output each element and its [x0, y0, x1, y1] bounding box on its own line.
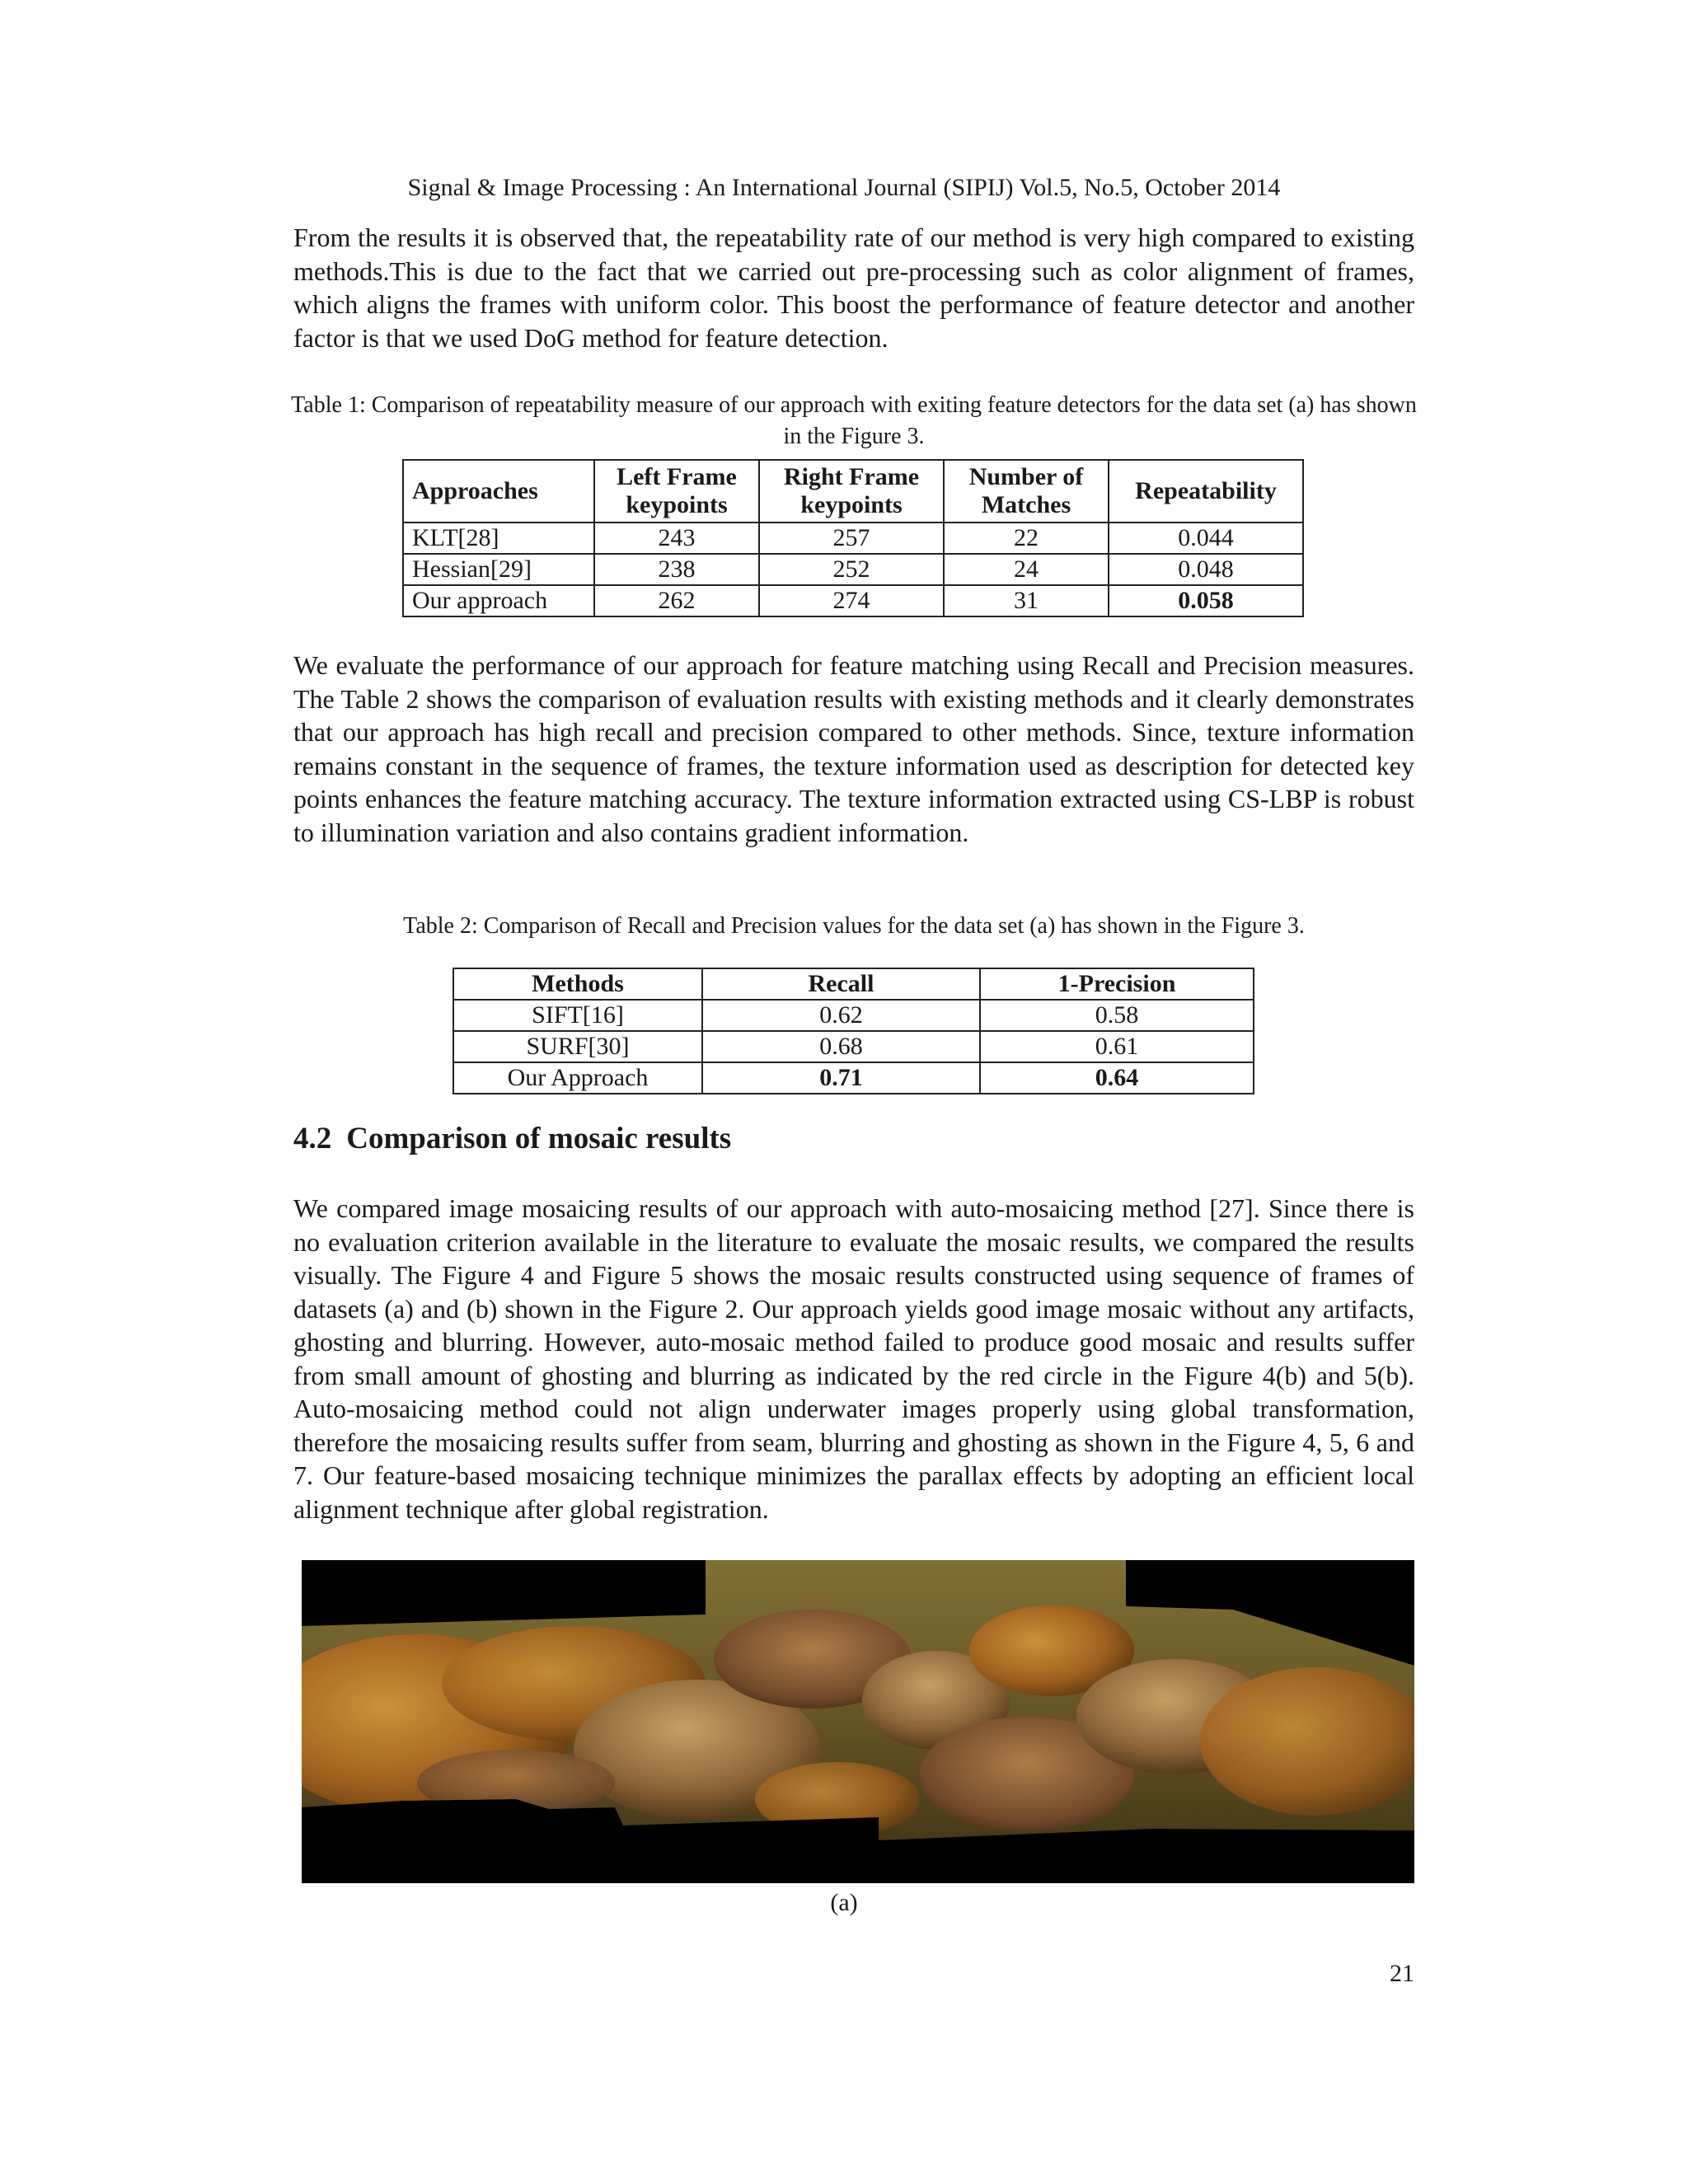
table-cell: Our Approach [453, 1062, 702, 1094]
table1-caption: Table 1: Comparison of repeatability measure of our approach with exiting feature detectors for the data set (a) has shown in the Figure 3. [291, 392, 1417, 449]
recall-precision-table [452, 968, 1254, 1094]
table-cell: 0.058 [1109, 585, 1303, 616]
table2-caption: Table 2: Comparison of Recall and Precision values for the data set (a) has shown in the Figure 3. [403, 913, 1305, 939]
table-cell: 0.68 [702, 1031, 980, 1062]
table-cell: 0.58 [980, 1000, 1254, 1031]
table-cell: 24 [944, 554, 1109, 585]
table-cell: SURF[30] [453, 1031, 702, 1062]
paragraph-mosaic-comparison: We compared image mosaicing results of our approach with auto-mosaicing method [27]. Since there is no evaluation criterion available in the literature to evaluate the mosaic results, we compared the results visually. The Figure 4 and Figure 5 shows the mosaic results constructed using sequence of frames of datasets (a) and (b) shown in the Figure 2. Our approach yields good image mosaic without any artifacts, ghosting and blurring. However, auto-mosaic method failed to produce good mosaic and results suffer from small amount of ghosting and blurring as indicated by the red circle in the Figure 4(b) and 5(b). Auto-mosaicing method could not align underwater images properly using global transformation, therefore the mosaicing results suffer from seam, blurring and ghosting as shown in the Figure 4, 5, 6 and 7. Our feature-based mosaicing technique minimizes the parallax effects by adopting an efficient local alignment technique after global registration. [293, 1193, 1414, 1524]
table-cell: 0.64 [980, 1062, 1254, 1094]
table-cell: 262 [594, 585, 759, 616]
section-heading [293, 1119, 731, 1159]
mosaic-figure [302, 1560, 1414, 1883]
table-cell: 0.048 [1109, 554, 1303, 585]
table-cell: KLT[28] [403, 523, 594, 554]
table-header-row [403, 460, 1303, 523]
table-row [403, 554, 1303, 585]
table-cell: 0.61 [980, 1031, 1254, 1062]
table-row [453, 1062, 1254, 1094]
table-row [453, 1000, 1254, 1031]
table-header-cell: 1-Precision [980, 968, 1254, 1000]
table-row [403, 523, 1303, 554]
table-header-cell: Left Frame keypoints [594, 460, 759, 523]
running-header: Signal & Image Processing : An International Journal (SIPIJ) Vol.5, No.5, October 2014 [407, 174, 1281, 201]
table-cell: 243 [594, 523, 759, 554]
repeatability-table [402, 459, 1304, 617]
table-cell: 0.62 [702, 1000, 980, 1031]
table-header-cell: Right Frame keypoints [759, 460, 944, 523]
paragraph-recall-precision: We evaluate the performance of our approach for feature matching using Recall and Precision measures. The Table 2 shows the comparison of evaluation results with existing methods and it clearly demonstrates that our approach has high recall and precision compared to other methods. Since, texture information remains constant in the sequence of frames, the texture information used as description for detected key points enhances the feature matching accuracy. The texture information extracted using CS-LBP is robust to illumination variation and also contains gradient information. [293, 650, 1414, 847]
table-cell: Our approach [403, 585, 594, 616]
table-row [403, 585, 1303, 616]
table-cell: 0.044 [1109, 523, 1303, 554]
paragraph-repeatability: From the results it is observed that, the repeatability rate of our method is very high compared to existing methods.This is due to the fact that we carried out pre-processing such as color alignment of frames, which aligns the frames with uniform color. This boost the performance of feature detector and another factor is that we used DoG method for feature detection. [293, 223, 1414, 353]
table-cell: 257 [759, 523, 944, 554]
section-title: Comparison of mosaic results [346, 1122, 732, 1155]
table-cell: 274 [759, 585, 944, 616]
table-row [453, 1031, 1254, 1062]
table-header-cell: Number of Matches [944, 460, 1109, 523]
table-header-row [453, 968, 1254, 1000]
table-header-cell: Approaches [403, 460, 594, 523]
page-number: 21 [1390, 1960, 1414, 1987]
mosaic-image [302, 1560, 1414, 1883]
table-cell: Hessian[29] [403, 554, 594, 585]
table-cell: 252 [759, 554, 944, 585]
table-header-cell: Methods [453, 968, 702, 1000]
table-cell: 0.71 [702, 1062, 980, 1094]
table-cell: 31 [944, 585, 1109, 616]
figure-caption: (a) [830, 1889, 858, 1916]
table-header-cell: Repeatability [1109, 460, 1303, 523]
table-header-cell: Recall [702, 968, 980, 1000]
section-number: 4.2 [293, 1122, 332, 1155]
table-cell: 22 [944, 523, 1109, 554]
table-cell: SIFT[16] [453, 1000, 702, 1031]
table-cell: 238 [594, 554, 759, 585]
